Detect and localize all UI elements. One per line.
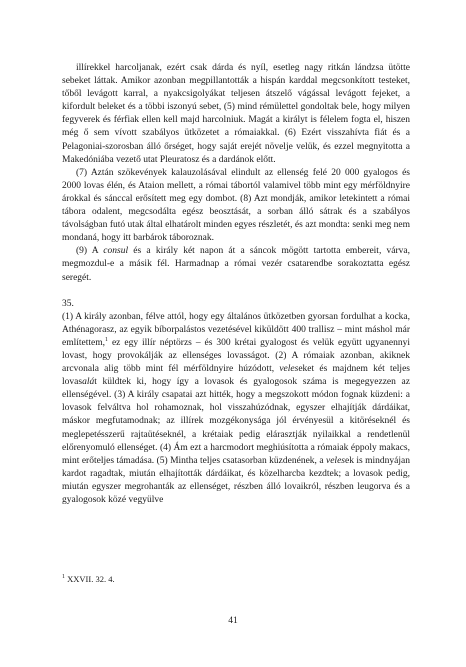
footnote-reference: 1 [105, 336, 109, 343]
paragraph [62, 245, 410, 284]
text-segment: és a király két napon át a sáncok mögött tartotta embereit, várva, megmozdul-e a másik fél. Harmadnap a római vezér csatarendbe sorakoztatta egész seregét. [62, 246, 410, 283]
text-segment: (9) A [76, 246, 104, 257]
text-segment: eket és majdnem két teljes lovas [62, 364, 410, 388]
italic-term: consul [103, 246, 129, 257]
text-segment: (1) A király azonban, félve attól, hogy egy általános ütközetben gyorsan fordulhat a kocka, Athénagorasz, az egyik bíborpalástos vezetésével kiküldött 400 trallisz – mint máshol már említettem, [62, 311, 410, 348]
paragraph [62, 311, 410, 507]
spacer [62, 285, 410, 298]
footnote-text: XXVII. 32. 4. [65, 574, 115, 584]
paragraph [62, 62, 410, 167]
text-segment: ek is mindnyájan kardot ragadtak, miután elhajították dárdáikat, és közelharcba kezdtek; a lovasok pedig, miután egyszer megrohanták az ellenséget, részben álló lovaikról, részben leugorva és a gyalogosok közé vegyülve [62, 455, 411, 505]
text-segment: ez egy illír néptörzs – és 300 krétai gyalogost és velük együtt ugyanennyi lovast, hogy provokálják az ellenséges lovasságot. (2) A rómaiak azonban, akiknek arcvonala alig több mint fél mérföldnyire húzódott, [62, 337, 410, 375]
text-segment: 35. [62, 298, 74, 309]
footnote [62, 574, 115, 585]
italic-term: veles [326, 455, 345, 466]
body-text [62, 62, 410, 507]
text-segment: t küldtek ki, hogy így a lovasok és gyalogosok száma is megegyezzen az ellenségével. (3) A király csapatai azt hitték, hogy a megszokott módon fognak küzdeni: a lovasok felváltva hol rohamoznak, hol visszahúzódnak, egyszer elhajítják dárdáikat, máskor megfutamodnak; az illírek mozgékonysága jól érvényesül a kitöréseknél és meglepetésszerű rajtaütéseknél, a krétaiak pedig elárasztják nyilaikkal a rendetlenül előrenyomuló ellenséget. (4) Ám ezt a harcmodort meghiúsította a rómaiak éppoly makacs, mint erőteljes támadása. (5) Mintha teljes csatasorban küzdenének, a [62, 377, 410, 466]
italic-term: alá [82, 377, 95, 388]
paragraph [62, 167, 410, 246]
text-segment: illírekkel harcoljanak, ezért csak dárda és nyíl, esetleg nagy ritkán lándzsa ütötte sebeket láttak. Amikor azonban megpillantották a hispán karddal megcsonkított testeket, tőből levágott karral, a nyakcsigolyákat teljesen átszelő vágással levágott fejeket, a kifordult beleket és a többi iszonyú sebet, (5) mind rémülettel gondoltak bele, hogy milyen fegyverek és férfiak ellen kell majd harcolniuk. Magát a királyt is félelem fogta el, hiszen még ő sem vívott szabályos ütközetet a rómaiakkal. (6) Ezért visszahívta fiát és a Pelagoniai-szorosban álló őrséget, hogy saját erejét növelje velük, és ezzel megnyitotta a Makedóniába vezető utat Pleuratosz és a dardánok előtt. [62, 63, 410, 165]
footnote-marker: 1 [62, 574, 65, 581]
italic-term: veles [279, 364, 299, 375]
chapter-number [62, 298, 410, 311]
text-segment: (7) Aztán szökevények kalauzolásával elindult az ellenség felé 20 000 gyalogos és 2000 lovas élén, és Ataion mellett, a római tábortól valamivel több mint egy mérföldnyire árokkal és sánccal erősített meg egy dombot. (8) Azt mondják, amikor letekintett a római tábora odalent, megcsodálta egész beosztását, a sorban álló sátrak és a szabályos távolságban futó utak által elhatárolt minden egyes részletét, és azt mondta: senki meg nem mondaná, hogy itt barbárok táboroznak. [62, 167, 410, 244]
page-number: 41 [228, 616, 238, 626]
